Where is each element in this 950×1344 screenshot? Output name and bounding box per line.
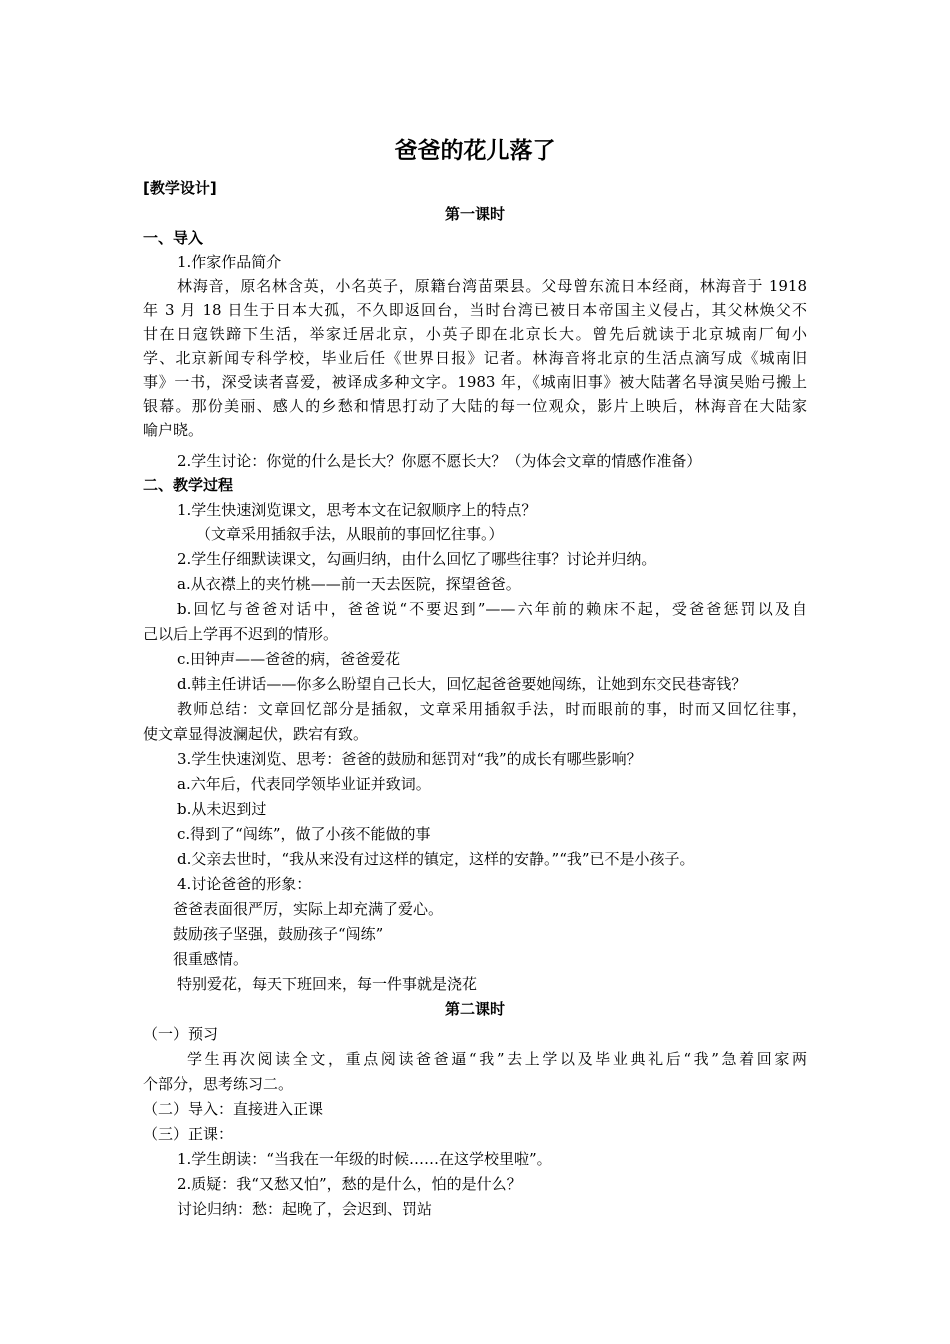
lesson2-line: （二）导入：直接进入正课 <box>143 1100 324 1118</box>
process-line: 4.讨论爸爸的形象： <box>177 875 312 893</box>
bio-line: 年 3 月 18 日生于日本大孤，不久即返回台，当时台湾已被日本帝国主义侵占，其父林焕父不 <box>143 301 807 319</box>
process-line: 3.学生快速浏览、思考：爸爸的鼓励和惩罚对“我”的成长有哪些影响？ <box>177 750 642 768</box>
process-line: c.得到了“闯练”，做了小孩不能做的事 <box>177 825 431 843</box>
process-line: 鼓励孩子坚强，鼓励孩子“闯练” <box>173 925 384 943</box>
process-line: 1.学生快速浏览课文，思考本文在记叙顺序上的特点？ <box>177 501 537 519</box>
bio-line: 银幕。那份美丽、感人的乡愁和情思打动了大陆的每一位观众，影片上映后，林海音在大陆家 <box>143 397 807 415</box>
lesson2-line: 学生再次阅读全文，重点阅读爸爸逼“我”去上学以及毕业典礼后“我”急着回家两 <box>187 1050 807 1068</box>
process-line: 特别爱花，每天下班回来，每一件事就是浇花 <box>177 975 478 993</box>
lesson1-heading: 第一课时 <box>444 205 505 223</box>
process-line: d.韩主任讲话——你多么盼望自己长大，回忆起爸爸要她闯练，让她到东交民巷寄钱？ <box>177 675 747 693</box>
process-line: a.六年后，代表同学领毕业证并致词。 <box>177 775 431 793</box>
bio-line: 喻户晓。 <box>143 421 204 439</box>
process-line: b.从未迟到过 <box>177 800 267 818</box>
document-title: 爸爸的花儿落了 <box>394 138 556 164</box>
process-line: 己以后上学再不迟到的情形。 <box>143 625 339 643</box>
lesson2-line: 1.学生朗读：“当我在一年级的时候……在这学校里啦”。 <box>177 1150 552 1168</box>
process-line: a.从衣襟上的夹竹桃——前一天去医院，探望爸爸。 <box>177 575 521 593</box>
part2-heading: 二、教学过程 <box>143 476 234 494</box>
lesson2-line: （三）正课： <box>143 1125 234 1143</box>
lesson2-line: 个部分，思考练习二。 <box>143 1075 294 1093</box>
process-line: 使文章显得波澜起伏，跌宕有致。 <box>143 725 369 743</box>
part1-heading: 一、导入 <box>143 229 204 247</box>
lesson2-heading: 第二课时 <box>444 1000 505 1018</box>
process-line: （文章采用插叙手法，从眼前的事回忆往事。） <box>196 525 504 543</box>
process-line: 爸爸表面很严厉，实际上却充满了爱心。 <box>173 900 444 918</box>
process-line: 教师总结：文章回忆部分是插叙，文章采用插叙手法，时而眼前的事，时而又回忆往事， <box>177 700 807 718</box>
lesson2-line: 讨论归纳：愁：起晚了，会迟到、罚站 <box>177 1200 433 1218</box>
process-line: d.父亲去世时，“我从来没有过这样的镇定，这样的安静。”“我”已不是小孩子。 <box>177 850 695 868</box>
section-label: [教学设计] <box>143 179 217 197</box>
part1-item1: 1.作家作品简介 <box>177 253 282 271</box>
bio-line: 甘在日寇铁蹄下生活，举家迁居北京，小英子即在北京长大。曾先后就读于北京城南厂甸小 <box>143 325 807 343</box>
process-line: b.回忆与爸爸对话中，爸爸说“不要迟到”——六年前的赖床不起，受爸爸惩罚以及自 <box>177 600 807 618</box>
bio-line: 林海音，原名林含英，小名英子，原籍台湾苗栗县。父母曾东流日本经商，林海音于 1918 <box>177 277 807 295</box>
lesson2-line: （一）预习 <box>143 1025 219 1043</box>
process-line: 2.学生仔细默读课文，勾画归纳，由什么回忆了哪些往事？讨论并归纳。 <box>177 550 657 568</box>
bio-line: 学、北京新闻专科学校，毕业后任《世界日报》记者。林海音将北京的生活点滴写成《城南旧 <box>143 349 807 367</box>
bio-line: 事》一书，深受读者喜爱，被译成多种文字。1983 年，《城南旧事》被大陆著名导演吴贻弓搬上 <box>143 373 807 391</box>
lesson2-line: 2.质疑：我“又愁又怕”，愁的是什么，怕的是什么？ <box>177 1175 522 1193</box>
process-line: c.田钟声——爸爸的病，爸爸爱花 <box>177 650 401 668</box>
process-line: 很重感情。 <box>173 950 249 968</box>
part1-item2: 2.学生讨论：你觉的什么是长大？你愿不愿长大？（为体会文章的情感作准备） <box>177 452 702 470</box>
